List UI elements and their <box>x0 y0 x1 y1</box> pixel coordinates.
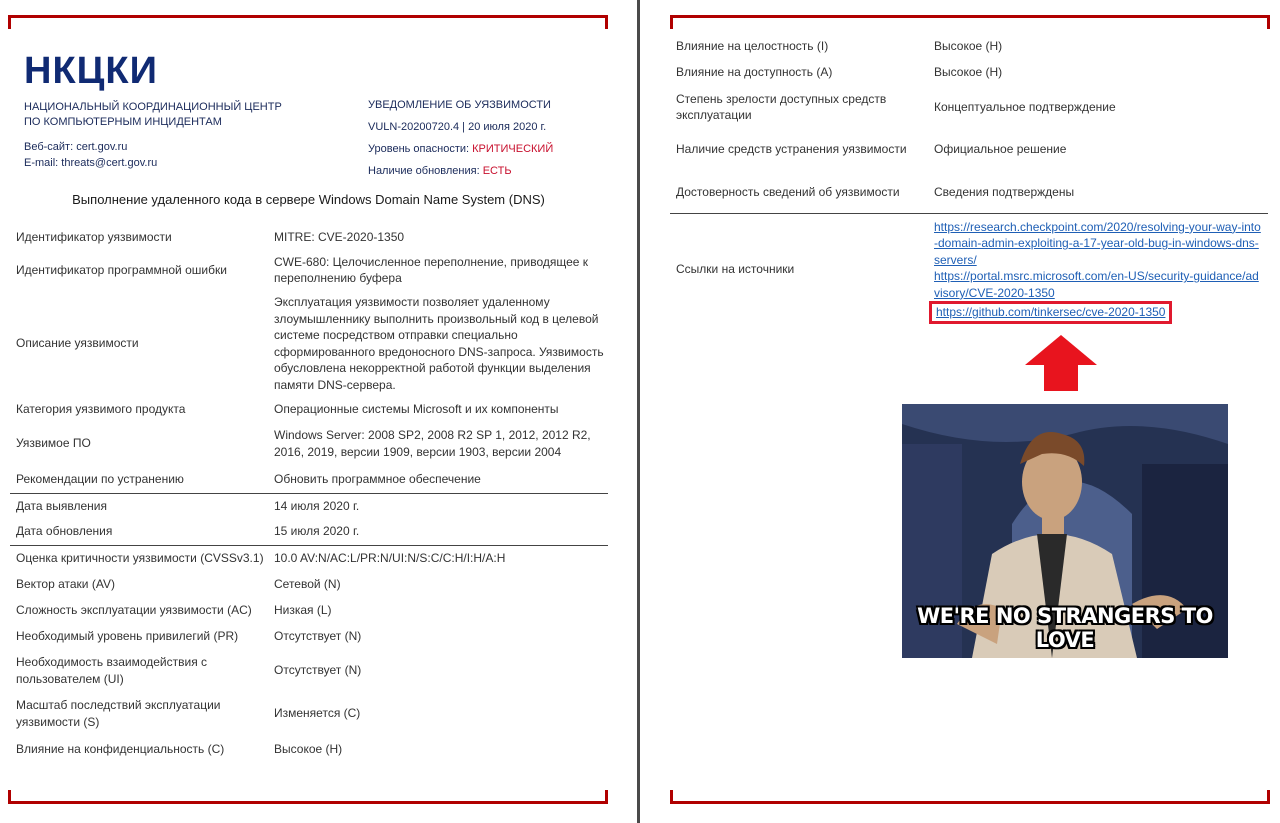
notice-block <box>368 94 553 182</box>
row-key: Сложность эксплуатации уязвимости (AC) <box>16 602 252 617</box>
bottom-right-bracket <box>670 790 1270 804</box>
row-key: Оценка критичности уязвимости (CVSSv3.1) <box>10 545 274 571</box>
row-key: Описание уязвимости <box>16 336 139 351</box>
table-row <box>10 422 608 465</box>
top-left-bracket <box>8 15 608 29</box>
row-key: Степень зрелости доступных средств эксплуатации <box>676 91 887 122</box>
row-value: Высокое (H) <box>274 741 343 756</box>
row-key: Дата обновления <box>16 524 113 538</box>
top-right-bracket <box>670 15 1270 29</box>
row-key: Необходимость взаимодействия с пользователем (UI) <box>16 655 208 686</box>
severity-label: Уровень опасности: <box>368 143 470 155</box>
bottom-left-bracket <box>8 790 608 804</box>
table-row <box>670 33 1268 59</box>
row-key: Идентификатор уязвимости <box>16 230 172 245</box>
contacts <box>24 139 157 171</box>
vulnerability-table-right <box>670 33 1268 325</box>
row-key: Рекомендации по устранению <box>16 471 184 486</box>
table-row <box>10 397 608 422</box>
highlight-box <box>929 301 1172 324</box>
notice-id: VULN-20200720.4 | 20 июля 2020 г. <box>368 121 547 133</box>
table-row <box>10 250 608 290</box>
row-value: Низкая (L) <box>274 602 332 617</box>
row-value: Сетевой (N) <box>274 576 341 591</box>
table-row <box>670 128 1268 171</box>
row-value: Windows Server: 2008 SP2, 2008 R2 SP 1, 2012, 2012 R2, 2016, 2019, версии 1909, версии 1903, версии 2004 <box>274 428 591 459</box>
row-key: Влияние на доступность (A) <box>676 65 833 80</box>
row-value: MITRE: CVE-2020-1350 <box>274 230 405 245</box>
table-row <box>10 290 608 397</box>
table-row <box>670 171 1268 213</box>
meme-image <box>902 404 1228 658</box>
table-row <box>10 571 608 597</box>
reference-link-msrc[interactable]: https://portal.msrc.microsoft.com/en-US/security-guidance/advisory/CVE-2020-1350 <box>934 269 1259 300</box>
row-key: Уязвимое ПО <box>16 436 91 451</box>
row-value: CWE-680: Целочисленное переполнение, приводящее к переполнению буфера <box>274 254 589 285</box>
table-row <box>10 735 608 763</box>
row-value: Отсутствует (N) <box>274 628 362 643</box>
severity-line <box>368 138 553 160</box>
table-row <box>10 518 608 545</box>
row-value: 14 июля 2020 г. <box>274 493 608 518</box>
table-row <box>10 465 608 493</box>
notice-title: УВЕДОМЛЕНИЕ ОБ УЯЗВИМОСТИ <box>368 99 551 111</box>
row-key: Необходимый уровень привилегий (PR) <box>16 628 239 643</box>
email-text: E-mail: threats@cert.gov.ru <box>24 157 158 169</box>
update-line <box>368 160 553 182</box>
vulnerability-table-left <box>10 225 608 763</box>
row-key: Влияние на конфиденциальность (C) <box>16 741 225 756</box>
row-key: Категория уязвимого продукта <box>16 402 186 417</box>
organization-name <box>24 100 304 130</box>
row-key: Влияние на целостность (I) <box>676 38 829 53</box>
table-row <box>10 692 608 735</box>
row-value: 15 июля 2020 г. <box>274 524 360 538</box>
references-label: Ссылки на источники <box>670 213 934 325</box>
row-value: Официальное решение <box>934 142 1067 157</box>
red-up-arrow-icon <box>1023 333 1099 393</box>
table-row <box>670 59 1268 86</box>
update-label: Наличие обновления: <box>368 165 480 177</box>
nkcki-logo: НКЦКИ <box>24 50 158 92</box>
table-row <box>10 225 608 250</box>
row-value: Концептуальное подтверждение <box>934 99 1116 114</box>
row-value: Отсутствует (N) <box>274 663 362 678</box>
references-links <box>934 213 1268 325</box>
meme-caption: WE'RE NO STRANGERS TO LOVE <box>917 604 1213 652</box>
row-key: Вектор атаки (AV) <box>16 576 115 591</box>
table-row <box>10 545 608 571</box>
table-row <box>10 493 608 518</box>
row-value: Обновить программное обеспечение <box>274 471 481 486</box>
row-key: Идентификатор программной ошибки <box>16 262 227 277</box>
table-row <box>10 649 608 692</box>
row-key: Дата выявления <box>10 493 274 518</box>
row-value: Высокое (H) <box>934 38 1003 53</box>
row-value: Высокое (H) <box>934 65 1003 80</box>
table-row <box>10 597 608 623</box>
row-value: Эксплуатация уязвимости позволяет удаленному злоумышленнику выполнить произвольный код в целевой системе посредством отправки специально сформированного вредоносного DNS-запроса. Уязвимость обусловлена некорректной работой функции выделения памяти DNS-сервера. <box>274 295 604 392</box>
reference-link-checkpoint[interactable]: https://research.checkpoint.com/2020/resolving-your-way-into-domain-admin-exploiting-a-17-year-old-bug-in-windows-dns-servers/ <box>934 219 1261 267</box>
reference-link-github[interactable]: https://github.com/tinkersec/cve-2020-1350 <box>936 305 1166 320</box>
row-value: Сведения подтверждены <box>934 184 1075 199</box>
table-row <box>670 86 1268 128</box>
table-row <box>10 623 608 649</box>
website-text: Веб-сайт: cert.gov.ru <box>24 141 128 153</box>
row-key: Наличие средств устранения уязвимости <box>676 142 907 157</box>
references-row <box>670 213 1268 325</box>
update-value: ЕСТЬ <box>482 165 512 177</box>
row-value: Операционные системы Microsoft и их компоненты <box>274 402 559 417</box>
severity-value: КРИТИЧЕСКИЙ <box>472 143 554 155</box>
row-value: 10.0 AV:N/AC:L/PR:N/UI:N/S:C/C:H/I:H/A:H <box>274 545 608 571</box>
org-line-1: НАЦИОНАЛЬНЫЙ КООРДИНАЦИОННЫЙ ЦЕНТР <box>24 101 282 113</box>
row-value: Изменяется (C) <box>274 706 361 721</box>
org-line-2: ПО КОМПЬЮТЕРНЫМ ИНЦИДЕНТАМ <box>24 116 222 128</box>
row-key: Достоверность сведений об уязвимости <box>676 184 900 199</box>
row-key: Масштаб последствий эксплуатации уязвимости (S) <box>16 698 221 729</box>
document-title: Выполнение удаленного кода в сервере Windows Domain Name System (DNS) <box>72 192 545 207</box>
